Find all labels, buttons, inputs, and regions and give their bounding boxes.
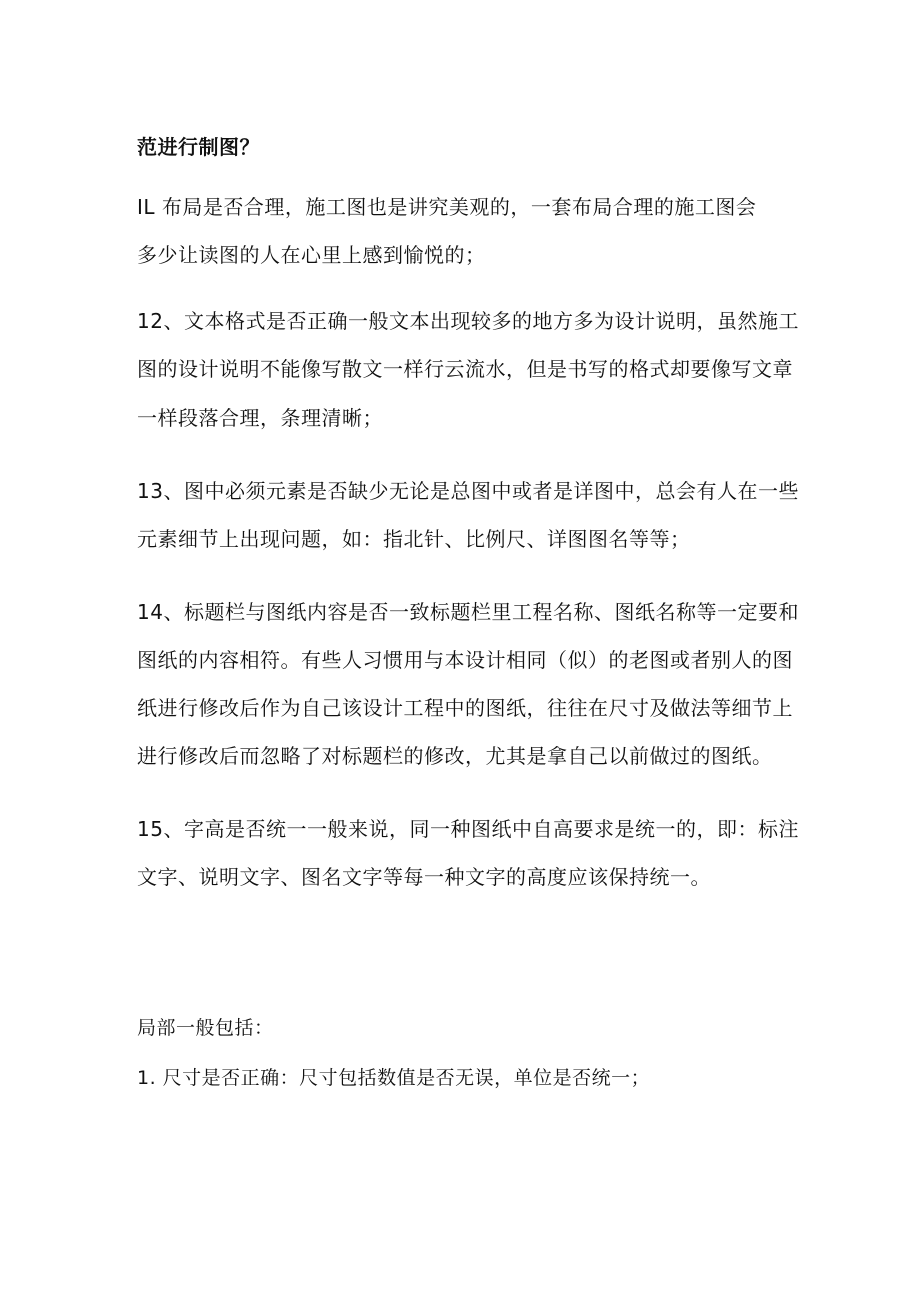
item-14-line-1: 14、标题栏与图纸内容是否一致标题栏里工程名称、图纸名称等一定要和	[137, 600, 799, 624]
item-14-line-2: 图纸的内容相符。有些人习惯用与本设计相同（似）的老图或者别人的图	[137, 648, 793, 672]
local-item-1: 1. 尺寸是否正确：尺寸包括数值是否无误，单位是否统一；	[137, 1067, 651, 1089]
item-11-line-1: IL 布局是否合理，施工图也是讲究美观的，一套布局合理的施工图会	[137, 195, 757, 219]
section-heading: 范进行制图？	[137, 135, 260, 159]
item-11-line-2: 多少让读图的人在心里上感到愉悦的；	[137, 243, 486, 267]
item-15-line-2: 文字、说明文字、图名文字等每一种文字的高度应该保持统一。	[137, 865, 711, 889]
item-13-line-2: 元素细节上出现问题，如：指北针、比例尺、详图图名等等；	[137, 527, 691, 551]
local-intro: 局部一般包括：	[137, 1017, 274, 1039]
item-14-line-3: 纸进行修改后作为自己该设计工程中的图纸，往往在尺寸及做法等细节上	[137, 696, 793, 720]
item-15-line-1: 15、字高是否统一一般来说，同一种图纸中自高要求是统一的，即：标注	[137, 817, 799, 841]
item-14-line-4: 进行修改后而忽略了对标题栏的修改，尤其是拿自己以前做过的图纸。	[137, 744, 773, 768]
item-12-line-3: 一样段落合理，条理清晰；	[137, 406, 383, 430]
item-13-line-1: 13、图中必须元素是否缺少无论是总图中或者是详图中，总会有人在一些	[137, 479, 799, 503]
item-12-line-1: 12、文本格式是否正确一般文本出现较多的地方多为设计说明，虽然施工	[137, 309, 799, 333]
item-12-line-2: 图的设计说明不能像写散文一样行云流水，但是书写的格式却要像写文章	[137, 357, 793, 381]
